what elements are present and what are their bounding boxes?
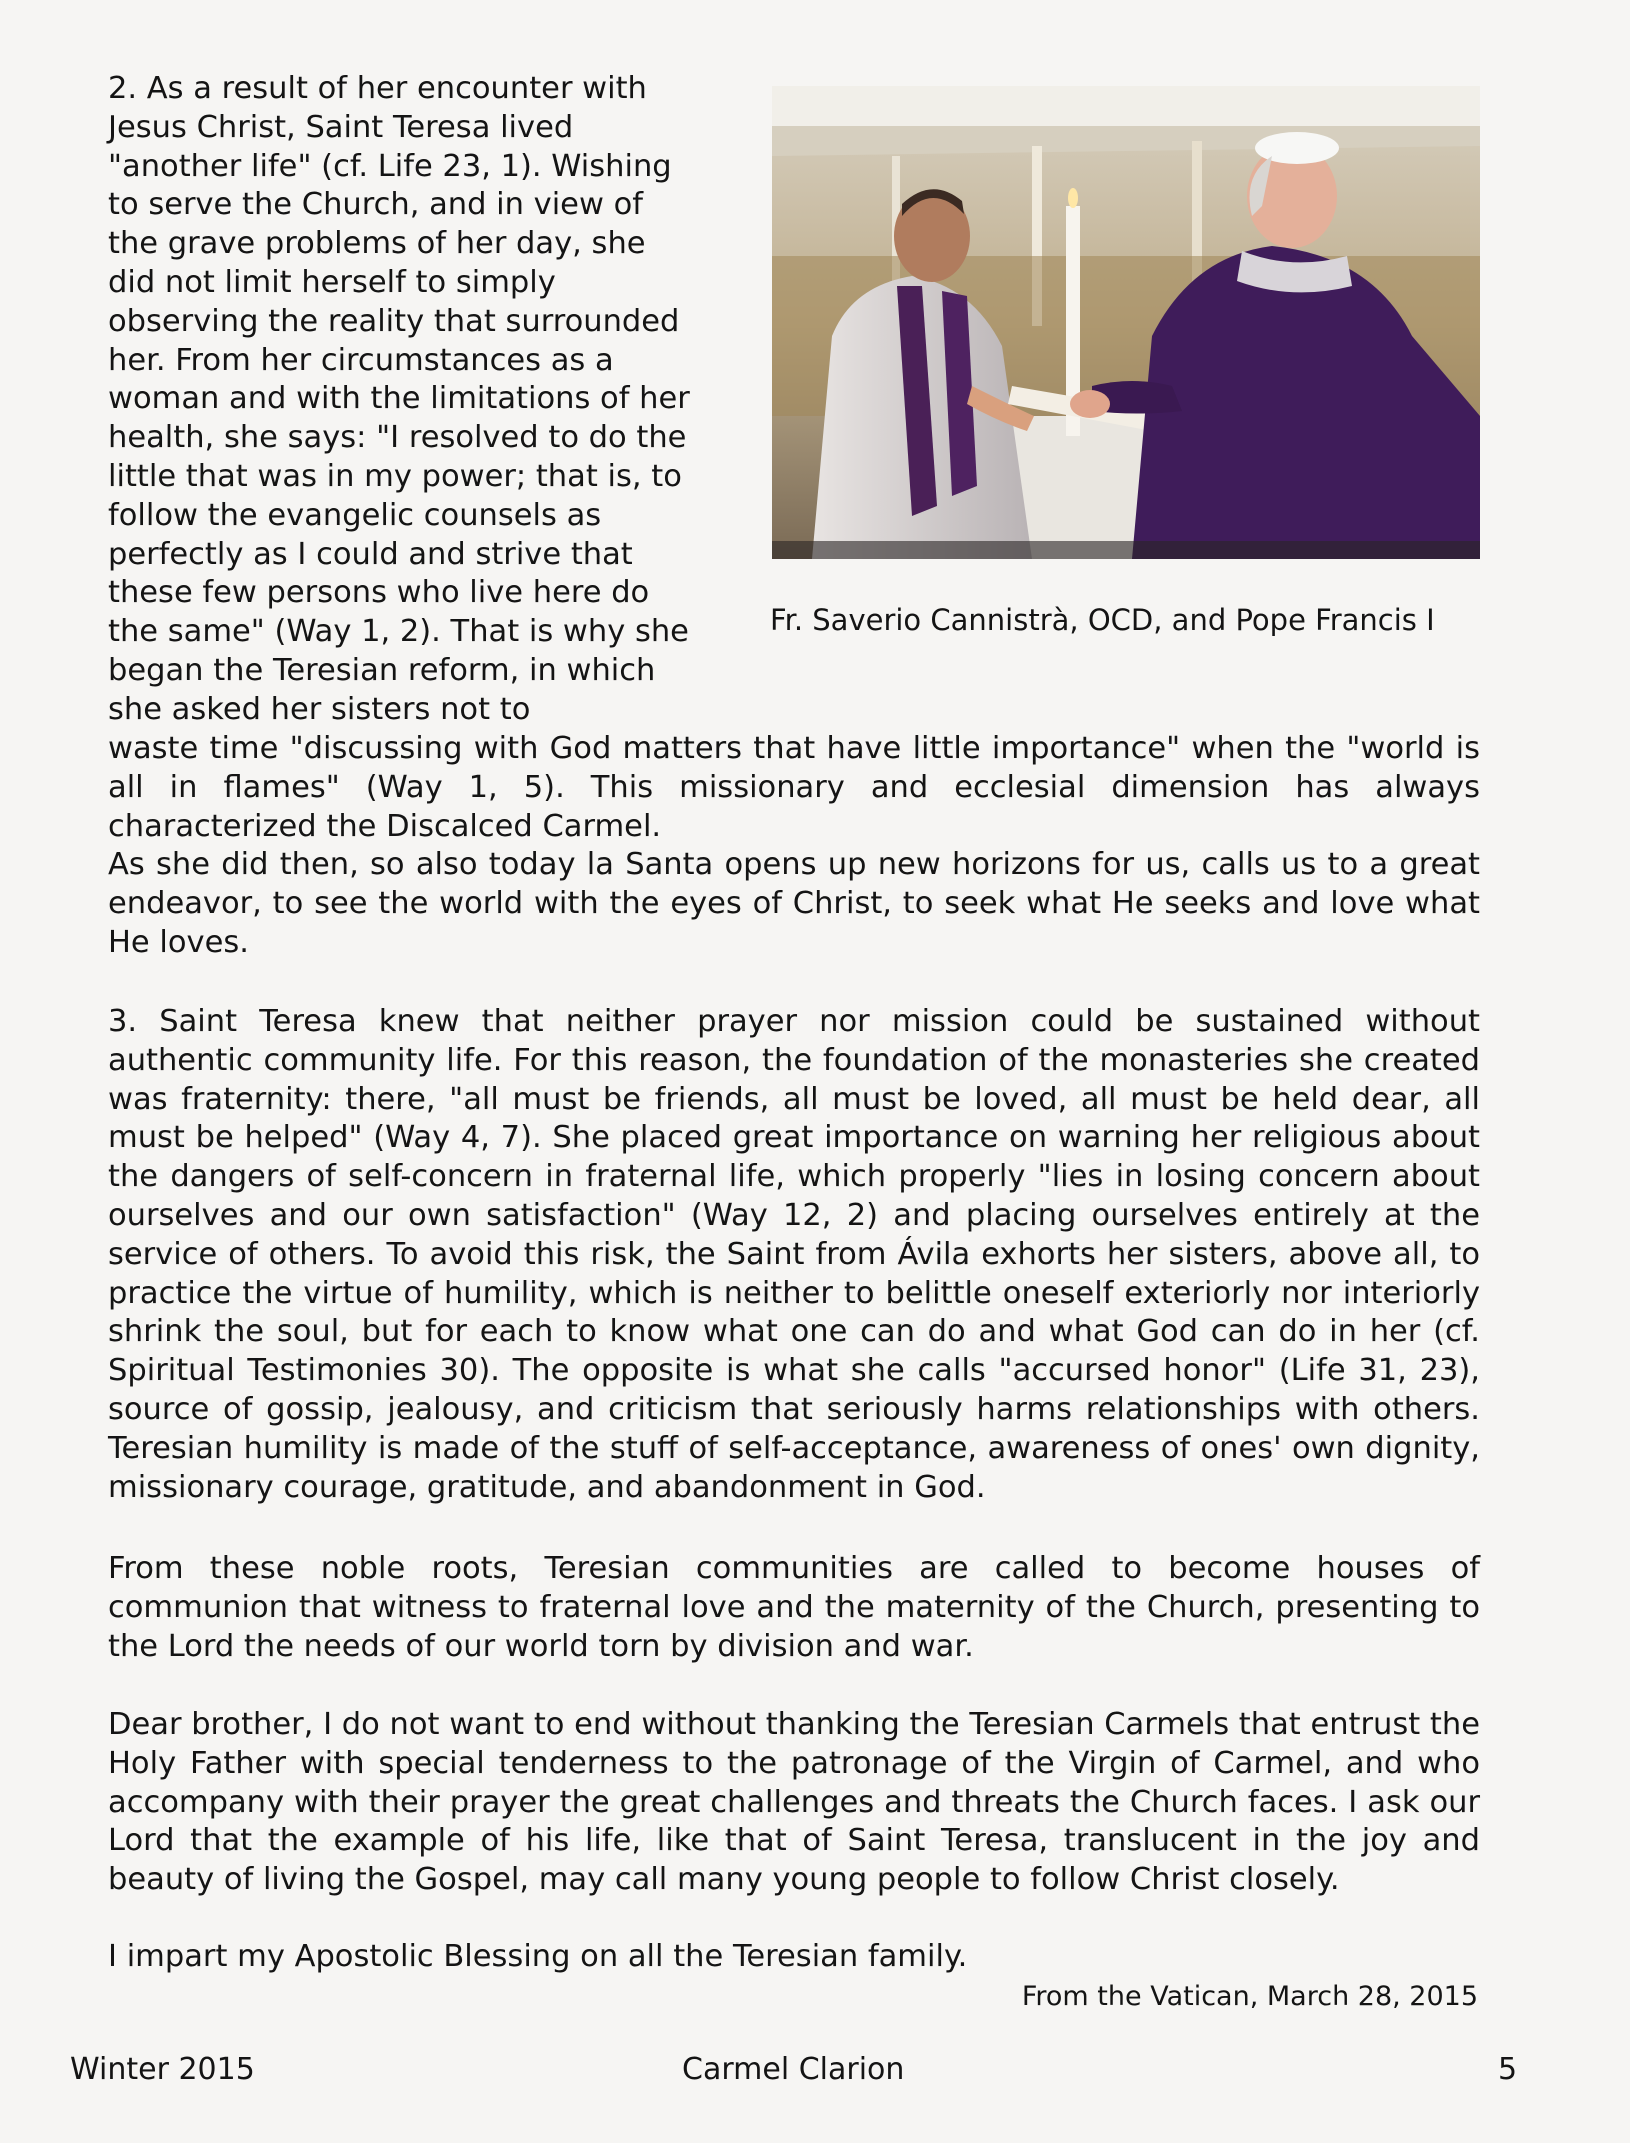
paragraph-3-community-life: 3. Saint Teresa knew that neither prayer nor mission could be sustained without authentic community life. For this reason, the foundation of the monasteries she created was fraternity: there, "all must be friends, all must be loved, all must be held dear, all must be helped" (Way 4, 7). She placed great importance on warning her religious about the dangers of self-concern in fraternal life, which properly "lies in losing concern about ourselves and our own satisfaction" (Way 12, 2) and placing ourselves entirely at the service of others. To avoid this risk, the Saint from Ávila exhorts her sisters, above all, to practice the virtue of humility, which is neither to belittle oneself exteriorly nor interiorly shrink the soul, but for each to know what one can do and what God can do in her (cf. Spiritual Testimonies 30). The opposite is what she calls "accursed honor" (Life 31, 23), source of gossip, jealousy, and criticism that seriously harms relationships with others. Teresian humility is made of the stuff of self-acceptance, awareness of ones' own dignity, missionary courage, gratitude, and abandonment in God.: [108, 1004, 1480, 1505]
paragraph-la-santa: As she did then, so also today la Santa opens up new horizons for us, calls us to a great endeavor, to see the world with the eyes of Christ, to seek what He seeks and love what He loves.: [108, 847, 1480, 960]
paragraph-apostolic-blessing: I impart my Apostolic Blessing on all the Teresian family.: [108, 1939, 968, 1974]
photo-priest-and-pope: [772, 86, 1480, 559]
footer-page-number: 5: [1498, 2052, 1518, 2087]
paragraph-dear-brother: Dear brother, I do not want to end without thanking the Teresian Carmels that entrust the Holy Father with special tenderness to the patronage of the Virgin of Carmel, and who accompany with their prayer the great challenges and threats the Church faces. I ask our Lord that the example of his life, like that of Saint Teresa, translucent in the joy and beauty of living the Gospel, may call many young people to follow Christ closely.: [108, 1707, 1480, 1898]
dateline: From the Vatican, March 28, 2015: [1021, 1981, 1478, 2012]
photo-caption: Fr. Saverio Cannistrà, OCD, and Pope Francis I: [770, 603, 1435, 637]
paragraph-2-continuation: waste time "discussing with God matters that have little importance" when the "world is all in flames" (Way 1, 5). This missionary and ecclesial dimension has always characterized the Discalced Carmel.: [108, 731, 1480, 844]
paragraph-2-opening: 2. As a result of her encounter with Jesus Christ, Saint Teresa lived "another life" (cf. Life 23, 1). Wishing to serve the Church, and in view of the grave problems of her day, she did not limit herself to simply observing the reality that surrounded her. From her circumstances as a woman and with the limitations of her health, she says: "I resolved to do the little that was in my power; that is, to follow the evangelic counsels as perfectly as I could and strive that these few persons who live here do the same" (Way 1, 2). That is why she began the Teresian reform, in which she asked her sisters not to: [108, 71, 690, 727]
paragraph-noble-roots: From these noble roots, Teresian communities are called to become houses of communion that witness to fraternal love and the maternity of the Church, presenting to the Lord the needs of our world torn by division and war.: [108, 1551, 1480, 1664]
footer-publication: Carmel Clarion: [682, 2052, 905, 2087]
photo-illustration: [772, 86, 1480, 559]
footer-issue: Winter 2015: [70, 2052, 255, 2087]
